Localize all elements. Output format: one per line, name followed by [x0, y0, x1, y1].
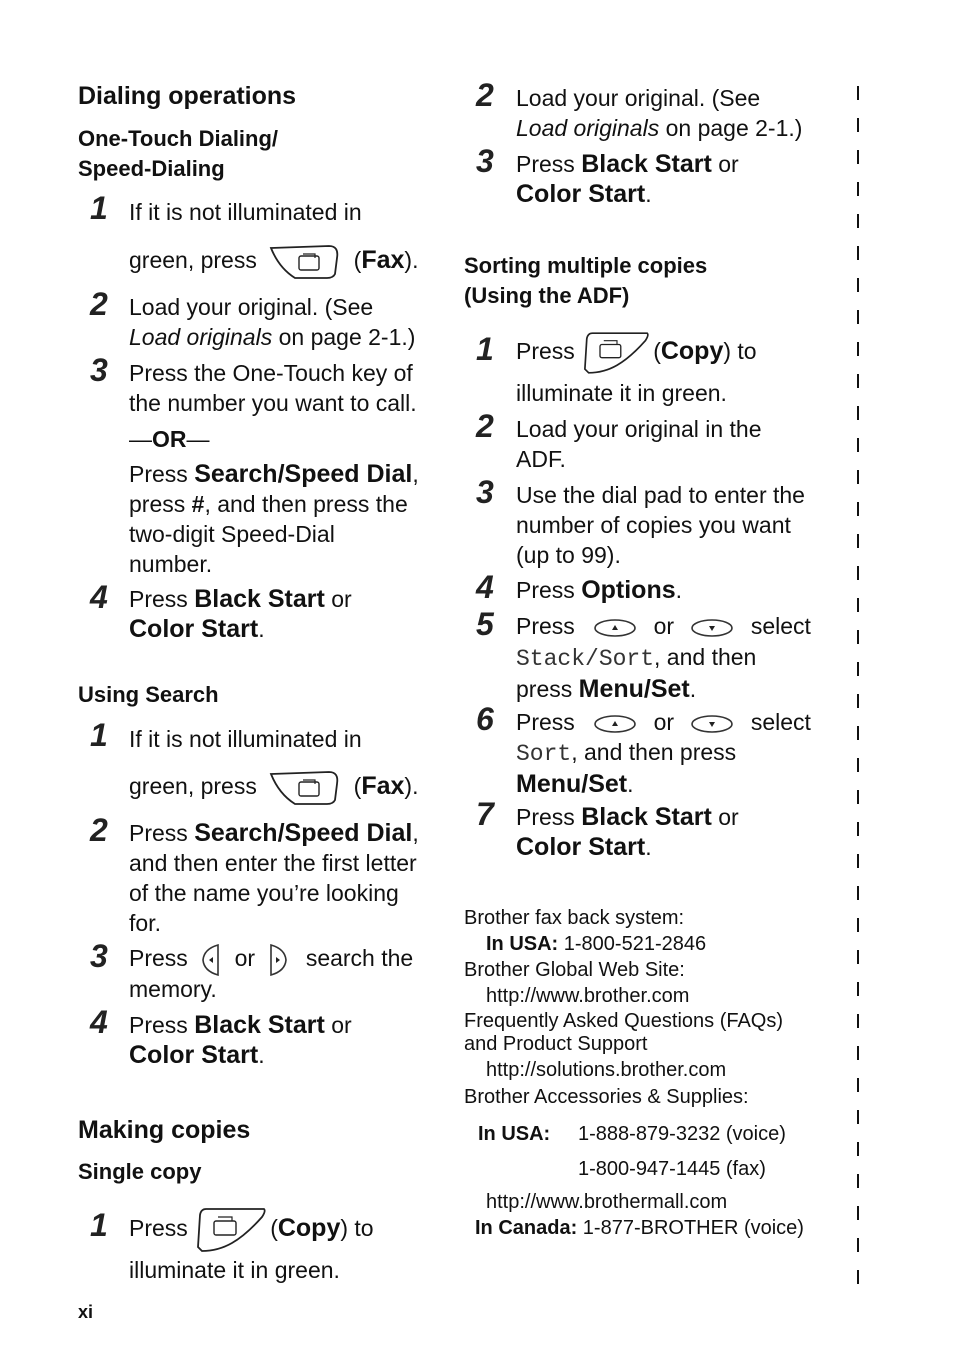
faq-url[interactable]: http://solutions.brother.com: [486, 1059, 727, 1081]
step-line: [516, 802, 739, 832]
step-line: Press Search/Speed Dial,: [129, 819, 419, 847]
or-text: or: [653, 709, 675, 735]
select-text: select: [750, 709, 811, 735]
step-number: 1: [90, 190, 108, 226]
copy-label: Copy: [660, 337, 724, 366]
press-text: green, press: [129, 247, 257, 274]
press-text: Press: [516, 804, 582, 830]
step-number: 4: [476, 569, 494, 605]
color-start-label: Color Start: [516, 180, 646, 208]
phone-voice: 1-888-879-3232 (voice): [578, 1123, 786, 1145]
step-line: two-digit Speed-Dial: [129, 521, 335, 547]
press-text: Press: [129, 461, 195, 487]
step-text: [129, 459, 449, 579]
hash-key-label: #: [191, 491, 205, 517]
step-number: 1: [90, 1207, 108, 1243]
press-text: press: [129, 491, 192, 517]
sorting-title-line2: (Using the ADF): [464, 283, 630, 308]
step-text: [129, 1010, 352, 1070]
phone-fax: 1-800-947-1445 (fax): [578, 1158, 766, 1180]
step-number: 6: [476, 701, 494, 737]
right-arrow-key-icon: [267, 943, 289, 977]
copy-button-icon: [583, 330, 651, 376]
step-text: illuminate it in green.: [129, 1257, 340, 1283]
in-usa-label: In USA:: [486, 933, 559, 955]
press-text: Press: [129, 820, 195, 846]
search-speed-dial-label: Search/Speed Dial: [194, 819, 413, 847]
step-line: number.: [129, 551, 213, 577]
step-line: the number you want to call.: [129, 390, 417, 416]
step-text: illuminate it in green.: [516, 380, 727, 406]
step-line: for.: [129, 910, 161, 936]
or-text: or: [324, 586, 352, 612]
press-text: green, press: [129, 773, 257, 800]
step-line: [516, 737, 736, 769]
ref-rest: on page 2-1.): [272, 324, 416, 350]
or-separator: —OR—: [129, 426, 210, 452]
step-text: [129, 818, 459, 938]
or-text: or: [234, 945, 256, 972]
step-text: [516, 611, 811, 641]
step-text: [129, 943, 413, 977]
down-arrow-key-icon: [690, 618, 734, 638]
step-line: [516, 113, 802, 143]
step-number: 7: [476, 796, 494, 832]
step-text: [129, 358, 417, 418]
press-text: Press: [516, 338, 582, 365]
step-number: 1: [476, 331, 494, 367]
onetouch-title-line1: One-Touch Dialing/: [78, 126, 279, 151]
step-line: of the name you’re looking: [129, 880, 399, 906]
step-line: Load your original. (See: [129, 294, 374, 320]
lcd-stack-sort: Stack/Sort: [516, 646, 655, 672]
black-start-label: Black Start: [581, 150, 712, 178]
step-text: Press (Copy) to: [516, 330, 757, 376]
step-number: 3: [476, 143, 494, 179]
step-number: 1: [90, 717, 108, 753]
or-text: or: [711, 804, 739, 830]
fax-button-icon: [269, 244, 341, 280]
section-title-dialing: Dialing operations: [78, 82, 297, 110]
step-text-rest: , and then press the: [204, 491, 408, 517]
copy-label: Copy: [277, 1214, 341, 1243]
press-text: Press: [516, 709, 575, 735]
step-text-rest: , and then: [654, 644, 757, 670]
press-text: Press: [129, 586, 195, 612]
contact-canada: [475, 1215, 804, 1241]
down-arrow-key-icon: [690, 714, 734, 734]
step-line: [129, 584, 352, 614]
black-start-label: Black Start: [194, 585, 325, 613]
web-url[interactable]: http://www.brother.com: [486, 985, 690, 1007]
step-text-rest: search the: [305, 945, 414, 972]
faq-line2: and Product Support: [464, 1033, 648, 1055]
copy-button-icon: [196, 1207, 268, 1253]
press-text: Press: [129, 945, 188, 972]
step-number: 3: [476, 474, 494, 510]
step-line: Load your original in the: [516, 416, 762, 442]
step-line: Press Search/Speed Dial,: [129, 460, 419, 488]
step-text: memory.: [129, 976, 217, 1002]
ref-rest: on page 2-1.): [659, 115, 803, 141]
or-label: OR: [152, 426, 187, 452]
press-text: Press: [516, 577, 582, 603]
in-canada-label: In Canada:: [475, 1217, 578, 1239]
step-number: 2: [90, 286, 108, 322]
step-number: 2: [90, 812, 108, 848]
or-text: or: [324, 1012, 352, 1038]
subsection-title-sorting: [464, 251, 707, 311]
sorting-title-line1: Sorting multiple copies: [464, 253, 708, 278]
step-line: [129, 322, 415, 352]
step-text: Press Options.: [516, 576, 683, 604]
color-start-label: Color Start: [129, 615, 259, 643]
step-text: [516, 802, 739, 862]
step-line: (up to 99).: [516, 542, 621, 568]
step-text: [516, 737, 736, 799]
subsection-title-onetouch: [78, 124, 278, 184]
press-text: Press: [129, 1012, 195, 1038]
contact-web-site: Brother Global Web Site:: [464, 959, 685, 981]
step-text: If it is not illuminated in: [129, 199, 362, 225]
step-line: and then enter the first letter: [129, 850, 417, 876]
page-number: xi: [78, 1302, 94, 1322]
step-line: number of copies you want: [516, 512, 791, 538]
step-line: Color Start.: [516, 180, 652, 208]
step-text: green, press (Fax).: [129, 770, 418, 806]
press-text: Press: [129, 1215, 195, 1242]
color-start-label: Color Start: [516, 833, 646, 861]
fax-button-icon: [269, 770, 341, 806]
step-line: Color Start.: [129, 615, 265, 643]
step-number: 5: [476, 606, 494, 642]
black-start-label: Black Start: [194, 1011, 325, 1039]
step-line: ADF.: [516, 446, 566, 472]
step-text: [516, 414, 762, 474]
step-line: [129, 489, 449, 519]
step-line: Menu/Set.: [516, 770, 634, 798]
step-text: [516, 149, 739, 209]
onetouch-title-line2: Speed-Dialing: [78, 156, 225, 181]
select-text: select: [750, 613, 811, 639]
up-arrow-key-icon: [593, 618, 637, 638]
press-text: Press: [516, 613, 575, 639]
step-line: press Menu/Set.: [516, 675, 697, 703]
faq-line1: Frequently Asked Questions (FAQs): [464, 1010, 784, 1032]
press-text: Press: [516, 151, 582, 177]
step-text: If it is not illuminated in: [129, 726, 362, 752]
mall-url[interactable]: http://www.brothermall.com: [486, 1191, 728, 1213]
step-text: [516, 707, 811, 737]
subsection-title-search: Using Search: [78, 682, 219, 707]
step-line: Color Start.: [129, 1041, 265, 1069]
left-arrow-key-icon: [200, 943, 222, 977]
step-line: Use the dial pad to enter the: [516, 482, 805, 508]
step-line: Press the One-Touch key of: [129, 360, 413, 386]
lcd-sort: Sort: [516, 741, 572, 767]
contact-fax-back-usa: [486, 931, 706, 957]
or-text: or: [653, 613, 675, 639]
step-line: [516, 642, 756, 674]
black-start-label: Black Start: [581, 803, 712, 831]
step-text: [129, 584, 352, 644]
menu-set-label: Menu/Set: [578, 675, 690, 703]
step-line: Color Start.: [516, 833, 652, 861]
step-number: 2: [476, 408, 494, 444]
step-text: green, press (Fax).: [129, 244, 418, 280]
step-number: 2: [476, 77, 494, 113]
step-line: [516, 149, 739, 179]
menu-set-label: Menu/Set: [516, 770, 628, 798]
step-text: [129, 292, 415, 352]
step-text: [516, 642, 756, 704]
fax-label: Fax: [361, 246, 405, 275]
step-number: 3: [90, 352, 108, 388]
italic-ref: Load originals: [129, 324, 273, 350]
contact-fax-back: Brother fax back system:: [464, 907, 685, 929]
fax-label: Fax: [361, 772, 405, 801]
cut-line: [857, 86, 859, 1286]
step-text-rest: , and then press: [571, 739, 737, 765]
contact-faq: [464, 1010, 783, 1056]
phone-number: 1-800-521-2846: [558, 933, 707, 955]
phone-number: 1-877-BROTHER (voice): [577, 1217, 804, 1239]
color-start-label: Color Start: [129, 1041, 259, 1069]
to-text: ) to: [723, 338, 757, 365]
subsection-title-single: Single copy: [78, 1159, 202, 1184]
step-text: Press (Copy) to: [129, 1207, 374, 1253]
search-speed-dial-label: Search/Speed Dial: [194, 460, 413, 488]
up-arrow-key-icon: [593, 714, 637, 734]
to-text: ) to: [340, 1215, 374, 1242]
step-line: [129, 1010, 352, 1040]
contact-accessories: Brother Accessories & Supplies:: [464, 1086, 749, 1108]
italic-ref: Load originals: [516, 115, 660, 141]
step-number: 4: [90, 1004, 108, 1040]
step-text: [516, 83, 802, 143]
step-text: [516, 480, 805, 570]
options-label: Options: [581, 576, 676, 604]
press-text: press: [516, 676, 579, 702]
section-title-copies: Making copies: [78, 1116, 251, 1144]
step-number: 3: [90, 938, 108, 974]
in-usa-label: In USA:: [478, 1123, 551, 1145]
or-text: or: [711, 151, 739, 177]
step-line: Load your original. (See: [516, 85, 761, 111]
step-number: 4: [90, 579, 108, 615]
